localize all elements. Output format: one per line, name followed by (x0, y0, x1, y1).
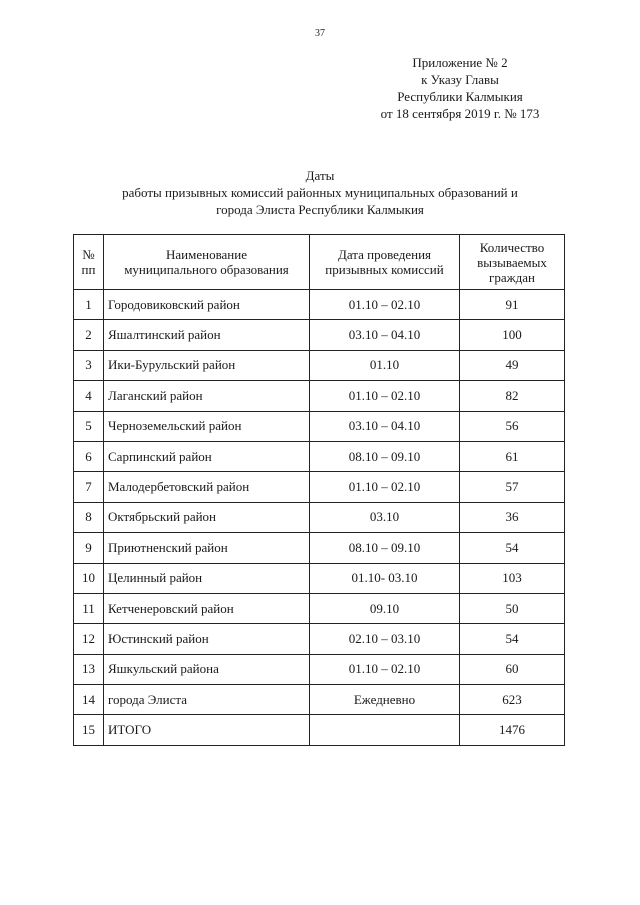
row-count-cell: 100 (460, 320, 565, 350)
row-count-cell: 54 (460, 533, 565, 563)
annex-line: к Указу Главы (421, 72, 499, 87)
row-date-cell: 01.10- 03.10 (310, 563, 460, 593)
header-line: Дата проведения (337, 247, 432, 262)
row-name-cell: Малодербетовский район (104, 472, 310, 502)
table-row (74, 715, 565, 745)
row-count-cell: 623 (460, 685, 565, 715)
table-row (74, 381, 565, 411)
table-row (74, 685, 565, 715)
table-row (74, 441, 565, 471)
table-row (74, 624, 565, 654)
commissions-table (73, 234, 565, 746)
table-body (74, 290, 565, 746)
row-number-cell: 9 (74, 533, 104, 563)
header-line: Количество (479, 239, 545, 255)
row-date-cell: 03.10 – 04.10 (310, 411, 460, 441)
row-number-cell: 14 (74, 685, 104, 715)
row-name-cell: Черноземельский район (104, 411, 310, 441)
header-number (74, 235, 104, 290)
row-count-cell: 50 (460, 593, 565, 623)
annex-line: Приложение № 2 (412, 55, 508, 70)
row-count-cell: 49 (460, 350, 565, 380)
row-name-cell: Яшалтинский район (104, 320, 310, 350)
row-number-cell: 13 (74, 654, 104, 684)
header-count (460, 235, 565, 290)
row-name-cell: Ики-Бурульский район (104, 350, 310, 380)
row-number-cell: 7 (74, 472, 104, 502)
row-number-cell: 1 (74, 290, 104, 320)
table-row (74, 290, 565, 320)
row-count-cell: 56 (460, 411, 565, 441)
row-count-cell: 57 (460, 472, 565, 502)
row-date-cell: 08.10 – 09.10 (310, 533, 460, 563)
row-date-cell: 01.10 (310, 350, 460, 380)
row-name-cell: ИТОГО (104, 715, 310, 745)
row-date-cell: 01.10 – 02.10 (310, 381, 460, 411)
title-line: города Элиста Республики Калмыкия (216, 202, 424, 217)
row-name-cell: Целинный район (104, 563, 310, 593)
title-line: Даты (305, 168, 335, 183)
annex-line: от 18 сентября 2019 г. № 173 (380, 106, 540, 121)
header-line: № (82, 247, 95, 262)
row-name-cell: Кетченеровский район (104, 593, 310, 623)
row-count-cell: 36 (460, 502, 565, 532)
row-number-cell: 8 (74, 502, 104, 532)
row-name-cell: Городовиковский район (104, 290, 310, 320)
row-date-cell: 01.10 – 02.10 (310, 654, 460, 684)
row-count-cell: 82 (460, 381, 565, 411)
row-date-cell: 02.10 – 03.10 (310, 624, 460, 654)
row-number-cell: 5 (74, 411, 104, 441)
table-row (74, 472, 565, 502)
header-name (104, 235, 310, 290)
row-date-cell: 03.10 – 04.10 (310, 320, 460, 350)
title-line: работы призывных комиссий районных муниципальных образований и (122, 185, 518, 200)
table-row (74, 320, 565, 350)
row-name-cell: Октябрьский район (104, 502, 310, 532)
row-count-cell: 61 (460, 441, 565, 471)
table-row (74, 593, 565, 623)
header-line: граждан (489, 269, 535, 285)
header-line: призывных комиссий (325, 262, 444, 277)
row-date-cell: Ежедневно (310, 685, 460, 715)
document-title (60, 167, 580, 218)
row-date-cell: 08.10 – 09.10 (310, 441, 460, 471)
annex-block (340, 54, 580, 122)
row-date-cell: 09.10 (310, 593, 460, 623)
row-number-cell: 10 (74, 563, 104, 593)
row-date-cell: 01.10 – 02.10 (310, 290, 460, 320)
row-number-cell: 6 (74, 441, 104, 471)
annex-line: Республики Калмыкия (397, 89, 523, 104)
row-date-cell (310, 715, 460, 745)
header-line: муниципального образования (124, 262, 289, 277)
row-name-cell: Яшкульский района (104, 654, 310, 684)
table-row (74, 563, 565, 593)
row-name-cell: Юстинский район (104, 624, 310, 654)
table-header-row (74, 235, 565, 290)
row-number-cell: 2 (74, 320, 104, 350)
page-number: 37 (315, 28, 325, 39)
table-row (74, 533, 565, 563)
header-line: Наименование (166, 247, 247, 262)
table-row (74, 654, 565, 684)
table-row (74, 350, 565, 380)
row-name-cell: Лаганский район (104, 381, 310, 411)
row-number-cell: 3 (74, 350, 104, 380)
row-number-cell: 12 (74, 624, 104, 654)
row-date-cell: 03.10 (310, 502, 460, 532)
row-number-cell: 4 (74, 381, 104, 411)
header-line: вызываемых (477, 254, 547, 270)
row-name-cell: Сарпинский район (104, 441, 310, 471)
row-count-cell: 91 (460, 290, 565, 320)
row-date-cell: 01.10 – 02.10 (310, 472, 460, 502)
row-count-cell: 60 (460, 654, 565, 684)
row-number-cell: 15 (74, 715, 104, 745)
row-name-cell: города Элиста (104, 685, 310, 715)
row-number-cell: 11 (74, 593, 104, 623)
row-count-cell: 54 (460, 624, 565, 654)
table-row (74, 502, 565, 532)
table-row (74, 411, 565, 441)
row-count-cell: 103 (460, 563, 565, 593)
row-count-cell: 1476 (460, 715, 565, 745)
header-date (310, 235, 460, 290)
header-line: пп (81, 262, 96, 277)
row-name-cell: Приютненский район (104, 533, 310, 563)
